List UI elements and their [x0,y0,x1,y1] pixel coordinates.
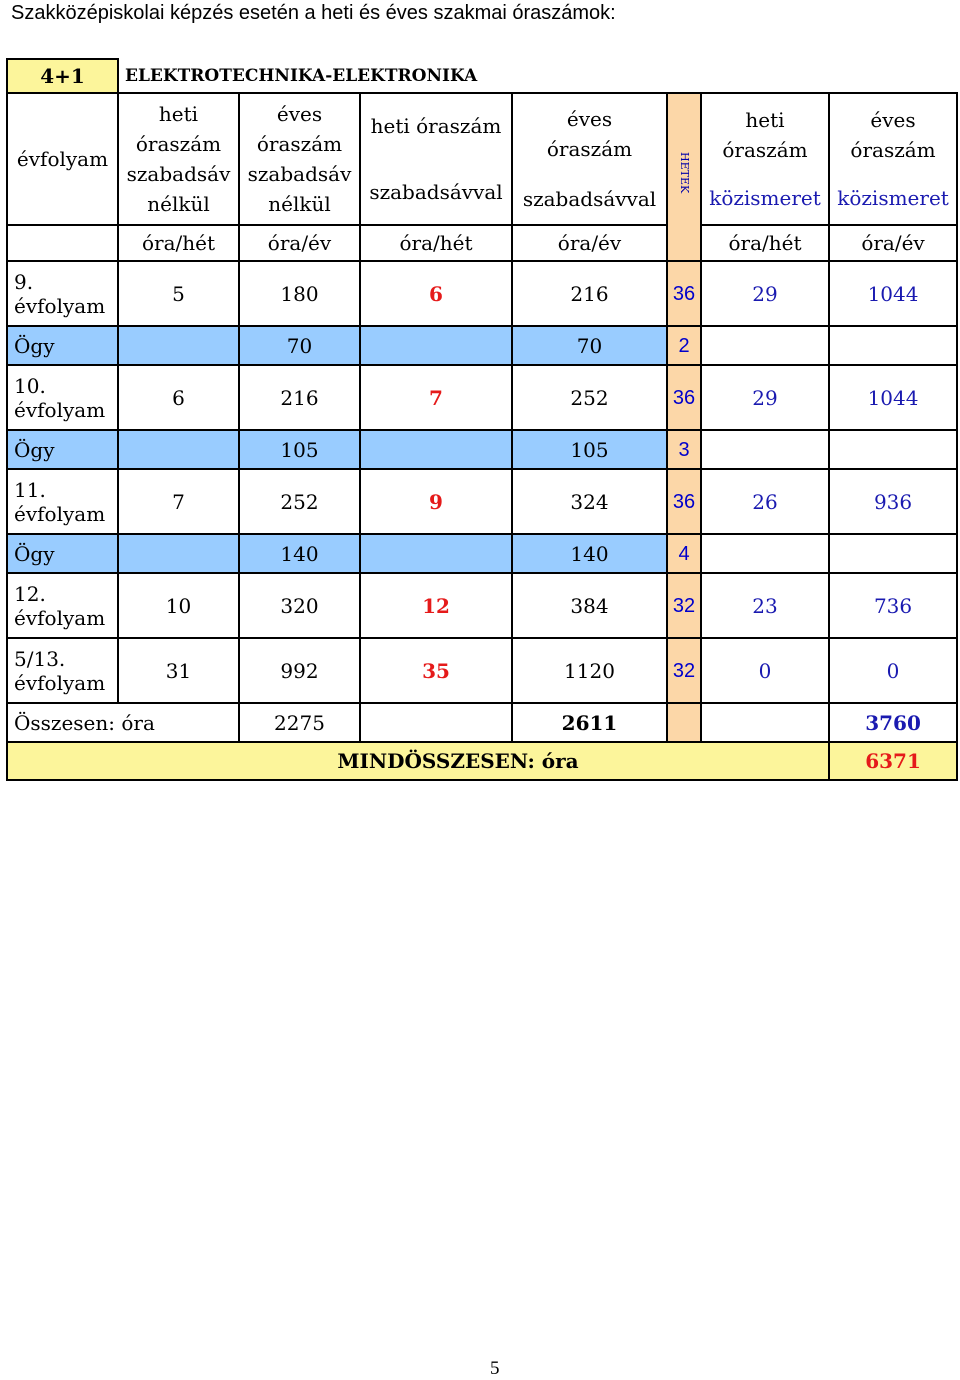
cell-eves: 105 [239,430,360,469]
cell-heti-szab: 9 [360,469,512,534]
cell-eves: 992 [239,638,360,703]
cell-heti: 31 [118,638,239,703]
unit-eves: óra/év [239,225,360,261]
table-row-ogy [7,326,957,365]
grand-total-value: 6371 [829,742,957,780]
header-evfolyam: évfolyam [7,93,118,225]
cell-eves: 252 [239,469,360,534]
table-row [7,638,957,703]
grand-total-row [7,742,957,780]
cell-hetek: 32 [667,638,701,703]
cell-eves: 70 [239,326,360,365]
cell-heti: 7 [118,469,239,534]
cell-eves: 320 [239,573,360,638]
grand-total-label: MINDÖSSZESEN: óra [7,742,829,780]
cell-heti-szab: 35 [360,638,512,703]
cell-eves-koz: 1044 [829,365,957,430]
cell-hetek: 32 [667,573,701,638]
cell-heti-szab: 6 [360,261,512,326]
cell-heti-szab: 7 [360,365,512,430]
header-eves-nelkul: éves óraszám szabadsáv nélkül [239,93,360,225]
cell-eves-szab: 384 [512,573,667,638]
program-name: ELEKTROTECHNIKA-ELEKTRONIKA [118,59,957,93]
cell-eves-szab: 252 [512,365,667,430]
totals-label: Összesen: óra [7,703,239,742]
cell-eves-szab: 216 [512,261,667,326]
unit-heti-szab: óra/hét [360,225,512,261]
cell-heti: 5 [118,261,239,326]
header-heti-nelkul: heti óraszám szabadsáv nélkül [118,93,239,225]
totals-row [7,703,957,742]
unit-heti: óra/hét [118,225,239,261]
cell-hetek: 4 [667,534,701,573]
table-row [7,573,957,638]
header-heti-szabadsavval: heti óraszám szabadsávval [360,93,512,225]
cell-heti-koz: 26 [701,469,829,534]
header-hetek: HETEK [667,93,701,261]
cell-eves: 140 [239,534,360,573]
cell-eves-szab: 324 [512,469,667,534]
row-label: 11. évfolyam [7,469,118,534]
table-row [7,365,957,430]
totals-eves: 2275 [239,703,360,742]
cell-eves-szab: 70 [512,326,667,365]
cell-hetek: 2 [667,326,701,365]
cell-eves: 180 [239,261,360,326]
cell-hetek: 36 [667,469,701,534]
cell-eves-koz: 936 [829,469,957,534]
cell-heti-koz: 23 [701,573,829,638]
table-row-ogy [7,534,957,573]
page-title: Szakközépiskolai képzés esetén a heti és éves szakmai óraszámok: [11,2,616,24]
header-eves-kozismeret: éves óraszám közismeret [829,93,957,225]
page-number: 5 [490,1358,500,1379]
cell-eves-koz: 1044 [829,261,957,326]
unit-eves-szab: óra/év [512,225,667,261]
table-row [7,261,957,326]
cell-eves-koz: 736 [829,573,957,638]
cell-eves-szab: 1120 [512,638,667,703]
cell-eves-szab: 140 [512,534,667,573]
row-label: 5/13. évfolyam [7,638,118,703]
cell-hetek: 3 [667,430,701,469]
totals-eves-koz: 3760 [829,703,957,742]
ogy-label: Ögy [7,326,118,365]
ogy-label: Ögy [7,430,118,469]
unit-eves-koz: óra/év [829,225,957,261]
table-row [7,469,957,534]
row-label: 9. évfolyam [7,261,118,326]
ogy-label: Ögy [7,534,118,573]
cell-heti: 6 [118,365,239,430]
header-heti-kozismeret: heti óraszám közismeret [701,93,829,225]
program-code: 4+1 [7,59,118,93]
cell-heti-koz: 29 [701,365,829,430]
hours-table [6,58,958,781]
cell-heti-koz: 0 [701,638,829,703]
unit-heti-koz: óra/hét [701,225,829,261]
header-eves-szabadsavval: éves óraszám szabadsávval [512,93,667,225]
cell-heti-koz: 29 [701,261,829,326]
cell-eves-koz: 0 [829,638,957,703]
row-label: 12. évfolyam [7,573,118,638]
totals-eves-szab: 2611 [512,703,667,742]
cell-hetek: 36 [667,261,701,326]
cell-heti-szab: 12 [360,573,512,638]
unit-empty [7,225,118,261]
cell-eves-szab: 105 [512,430,667,469]
table-row-ogy [7,430,957,469]
cell-heti: 10 [118,573,239,638]
row-label: 10. évfolyam [7,365,118,430]
cell-hetek: 36 [667,365,701,430]
cell-eves: 216 [239,365,360,430]
